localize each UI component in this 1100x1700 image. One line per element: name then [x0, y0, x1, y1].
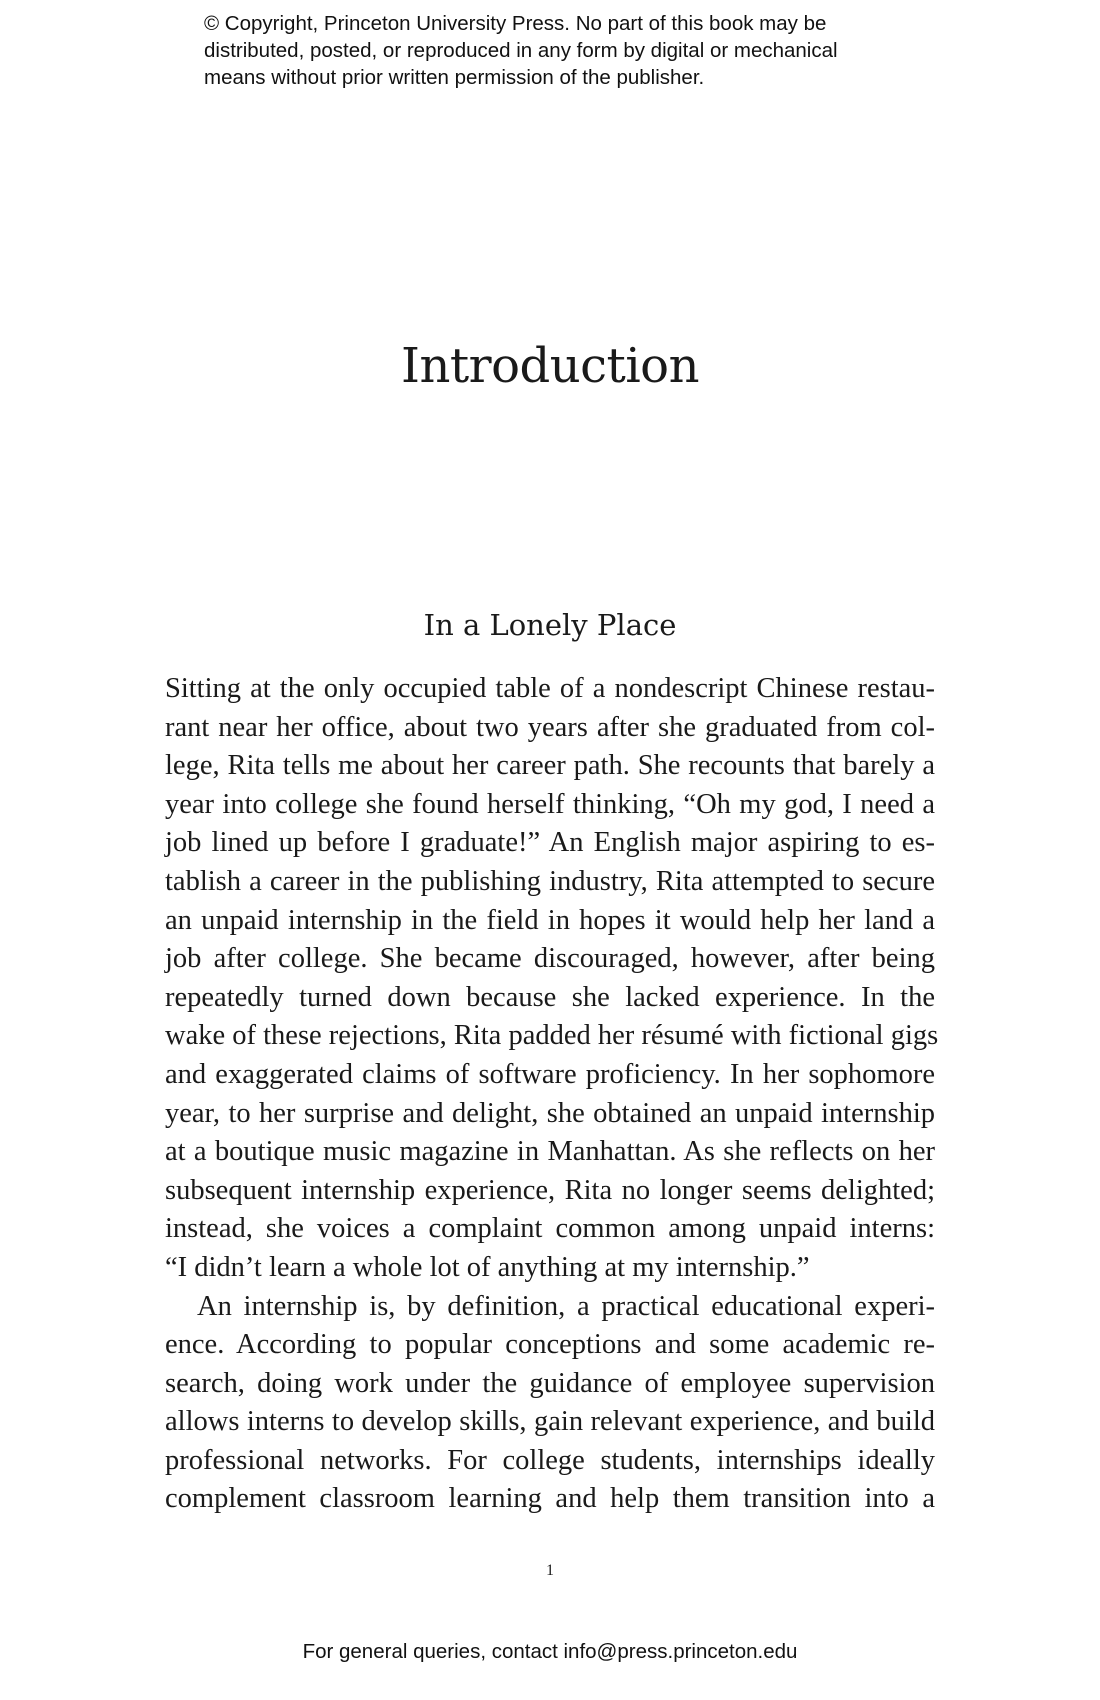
contact-footer: For general queries, contact info@press.princeton.edu: [302, 1640, 798, 1663]
body-line: rant near her office, about two years after she graduated from col-: [165, 711, 935, 743]
body-line: job lined up before I graduate!” An English major aspiring to es-: [165, 827, 935, 859]
body-line: professional networks. For college students, internships ideally: [165, 1444, 935, 1476]
body-line: search, doing work under the guidance of employee supervision: [165, 1367, 935, 1399]
chapter-title: Introduction: [401, 338, 699, 394]
body-line: repeatedly turned down because she lacked experience. In the: [165, 981, 935, 1013]
body-line: tablish a career in the publishing industry, Rita attempted to secure: [165, 865, 935, 897]
page-number: 1: [546, 1562, 554, 1579]
body-line: instead, she voices a complaint common among unpaid interns:: [165, 1213, 935, 1245]
body-line: complement classroom learning and help them transition into a: [165, 1483, 935, 1515]
copyright-line: distributed, posted, or reproduced in any form by digital or mechanical: [204, 39, 838, 62]
body-line: year into college she found herself thinking, “Oh my god, I need a: [165, 788, 935, 820]
body-line: at a boutique music magazine in Manhattan. As she reflects on her: [165, 1136, 935, 1168]
body-line: an unpaid internship in the field in hopes it would help her land a: [165, 904, 935, 936]
body-line: ence. According to popular conceptions and some academic re-: [165, 1329, 935, 1361]
body-line: subsequent internship experience, Rita no longer seems delighted;: [165, 1174, 935, 1206]
body-line: An internship is, by definition, a practical educational experi-: [197, 1290, 935, 1322]
body-line: “I didn’t learn a whole lot of anything at my internship.”: [165, 1251, 810, 1283]
body-line: wake of these rejections, Rita padded her résumé with fictional gigs: [165, 1020, 939, 1052]
section-title: In a Lonely Place: [423, 608, 677, 642]
copyright-line: © Copyright, Princeton University Press. No part of this book may be: [204, 12, 827, 35]
body-line: lege, Rita tells me about her career path. She recounts that barely a: [165, 750, 935, 782]
body-line: Sitting at the only occupied table of a nondescript Chinese restau-: [165, 673, 935, 704]
copyright-notice: [204, 10, 924, 91]
body-text: [165, 670, 939, 1519]
body-line: job after college. She became discouraged, however, after being: [165, 943, 935, 975]
copyright-line: means without prior written permission of the publisher.: [204, 66, 705, 89]
body-line: year, to her surprise and delight, she obtained an unpaid internship: [165, 1097, 935, 1129]
body-line: and exaggerated claims of software proficiency. In her sophomore: [165, 1058, 935, 1090]
body-line: allows interns to develop skills, gain relevant experience, and build: [165, 1406, 935, 1438]
